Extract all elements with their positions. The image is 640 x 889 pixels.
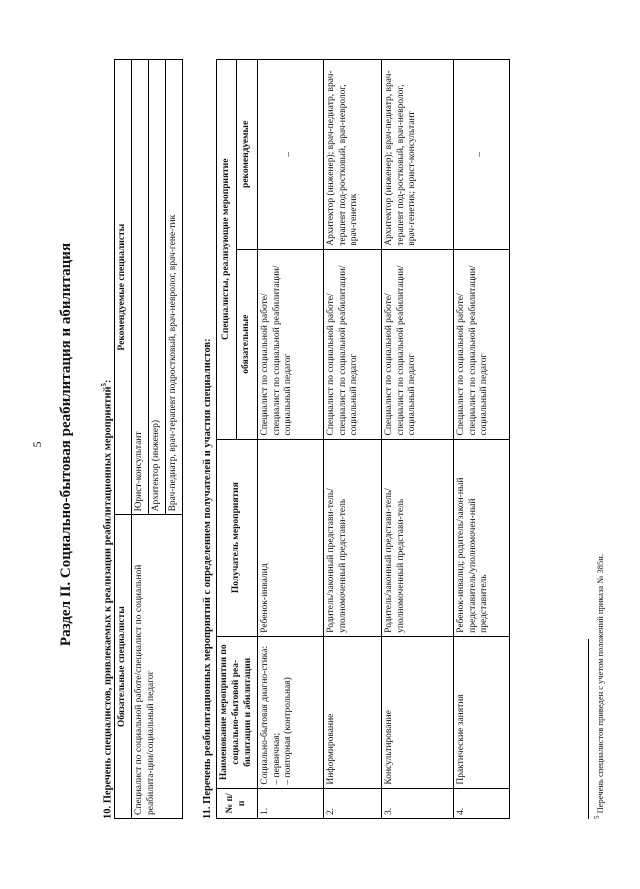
col-recipient-header: Получатель мероприятия bbox=[217, 439, 258, 636]
page-number: 5 bbox=[30, 441, 44, 448]
footnote-reference: 5 bbox=[100, 382, 108, 387]
table-row bbox=[323, 60, 381, 819]
table-row bbox=[131, 60, 148, 819]
recipient-cell: Ребенок-инвалид; родитель/закон-ный представитель/уполномочен-ный представитель bbox=[453, 439, 509, 636]
recommended-specialist-cell: Врач-педиатр, врач-терапевт подростковый, врач-невролог, врач-гене-тик bbox=[165, 60, 182, 515]
recommended-cell: – bbox=[453, 60, 509, 250]
section-10-title: 10. Перечень специалистов, привлекаемых к реализации реабилитационных мероприятий bbox=[102, 386, 114, 819]
section-11-title: 11. Перечень реабилитационных мероприятий с определением получателей и участия специалистов: bbox=[202, 338, 213, 819]
col-num-header: № п/п bbox=[217, 788, 258, 818]
footnote-text: Перечень специалистов приведен с учетом положений приказа № 385н. bbox=[594, 554, 605, 814]
section-10-title-end: : bbox=[102, 379, 114, 383]
footnote-mark: 5 bbox=[593, 815, 601, 819]
row-number: 2. bbox=[323, 788, 381, 818]
mandatory-cell: Специалист по социальной работе/специалист по социальной реабилитации/социальный педагог bbox=[257, 249, 323, 439]
row-number: 4. bbox=[453, 788, 509, 818]
recommended-specialist-cell: Архитектор (инженер) bbox=[148, 60, 165, 515]
mandatory-cell: Специалист по социальной работе/специалист по социальной реабилитации/социальный педагог bbox=[453, 249, 509, 439]
mandatory-cell: Специалист по социальной работе/специалист по социальной реабилитации/социальный педагог bbox=[323, 249, 381, 439]
table-header-row bbox=[115, 60, 132, 819]
row-number: 3. bbox=[381, 788, 453, 818]
col-specialists-header: Специалисты, реализующие мероприятие bbox=[217, 60, 237, 440]
col-recommended-header: Рекомендуемые специалисты bbox=[115, 60, 132, 515]
recommended-cell: Архитектор (инженер); врач-педиатр, врач-терапевт под-ростковый, врач-невролог, врач-генетик bbox=[323, 60, 381, 250]
mandatory-cell: Специалист по социальной работе/специалист по социальной реабилитации/социальный педагог bbox=[381, 249, 453, 439]
section-10-heading bbox=[100, 379, 114, 819]
recipient-cell: Ребенок-инвалид bbox=[257, 439, 323, 636]
activity-subitem: – первичная; bbox=[271, 732, 282, 785]
col-mandatory-header: обязательные bbox=[237, 249, 257, 439]
activity-name: Информирование bbox=[323, 636, 381, 788]
activity-subitem: – повторная (контрольная) bbox=[283, 677, 294, 785]
table-row bbox=[381, 60, 453, 819]
footnote bbox=[593, 554, 605, 819]
col-recommended-header: рекомендуемые bbox=[237, 60, 257, 250]
table-row bbox=[257, 60, 323, 819]
activities-table bbox=[216, 59, 510, 819]
recipient-cell: Родитель/законный представи-тель/уполномоченный представи-тель bbox=[323, 439, 381, 636]
col-mandatory-header: Обязательные специалисты bbox=[115, 515, 132, 819]
activity-name: Консультирование bbox=[381, 636, 453, 788]
recommended-specialist-cell: Юрист-консультант bbox=[131, 60, 148, 515]
activity-name: Практические занятия bbox=[453, 636, 509, 788]
recommended-cell: Архитектор (инженер); врач-педиатр, врач-терапевт под-ростковый, врач-невролог, врач-генетик; юрист-консультант bbox=[381, 60, 453, 250]
mandatory-specialists-cell: Специалист по социальной работе/специалист по социальной реабилита-ции/социальный педагог bbox=[131, 515, 182, 819]
activity-name: Социально-бытовая диагно-стика: bbox=[259, 645, 270, 785]
table-header-row bbox=[217, 60, 237, 819]
recipient-cell: Родитель/законный представи-тель/уполномоченный представи-тель bbox=[381, 439, 453, 636]
section-title: Раздел II. Социально-бытовая реабилитация и абилитация bbox=[58, 242, 74, 647]
recommended-cell: – bbox=[257, 60, 323, 250]
specialists-table bbox=[114, 59, 183, 819]
table-row bbox=[453, 60, 509, 819]
row-number: 1. bbox=[257, 788, 323, 818]
col-name-header: Наименование мероприятия по социально-бытовой реа-билитации и абилитации bbox=[217, 636, 258, 788]
activity-name-cell bbox=[257, 636, 323, 788]
footnote-separator bbox=[588, 639, 589, 819]
